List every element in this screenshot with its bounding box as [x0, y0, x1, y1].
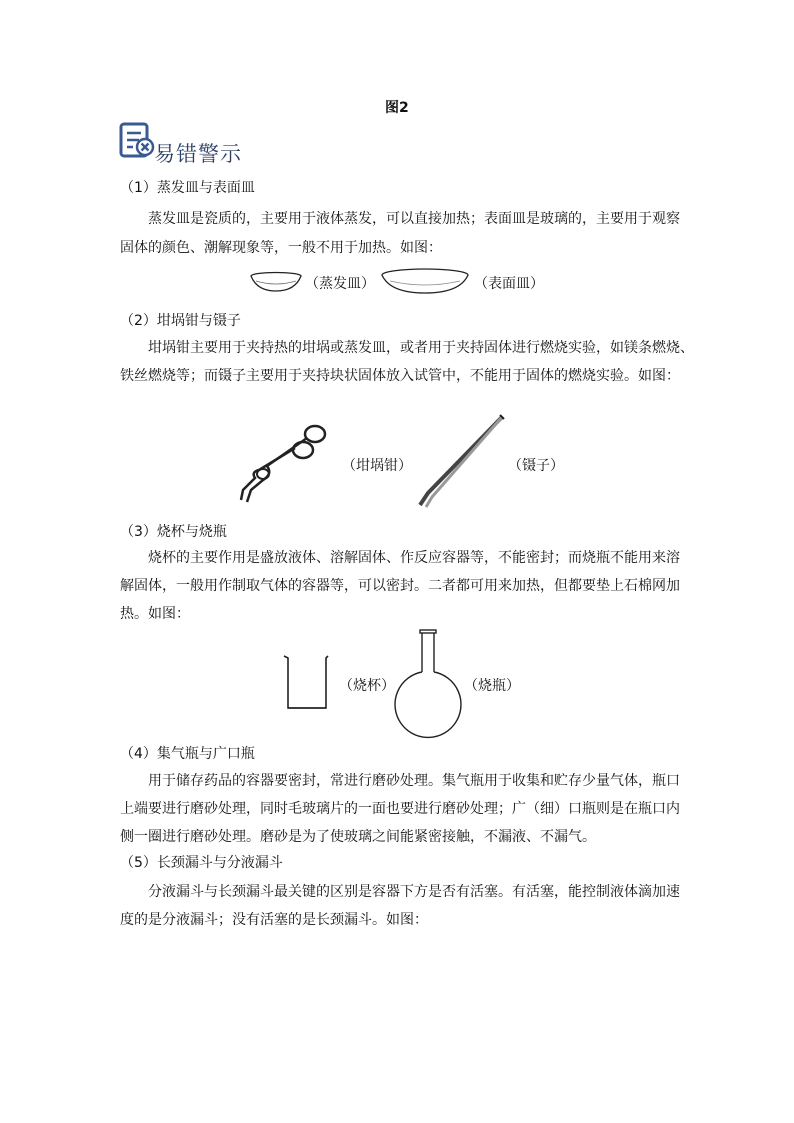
tweezers-label: （镊子） — [508, 458, 564, 474]
tweezers-icon — [414, 413, 506, 509]
section-4-line-1: 用于储存药品的容器要密封，常进行磨砂处理。集气瓶用于收集和贮存少量气体，瓶口 — [148, 773, 680, 789]
heading-title: 易错警示 — [154, 142, 242, 166]
section-4-title: （4）集气瓶与广口瓶 — [120, 746, 255, 762]
section-1-line-2: 固体的颜色、潮解现象等，一般不用于加热。如图： — [120, 240, 442, 256]
beaker-icon — [282, 654, 332, 712]
crucible-tongs-label: （坩埚钳） — [342, 458, 412, 474]
evaporating-dish-icon — [249, 271, 305, 293]
section-5-title: （5）长颈漏斗与分液漏斗 — [120, 855, 283, 871]
watch-glass-icon — [380, 267, 470, 295]
section-2-title: （2）坩埚钳与镊子 — [120, 313, 241, 329]
section-2-line-2: 铁丝燃烧等；而镊子主要用于夹持块状固体放入试管中，不能用于固体的燃烧实验。如图： — [120, 368, 680, 384]
section-3-title: （3）烧杯与烧瓶 — [120, 524, 227, 540]
section-2-line-1: 坩埚钳主要用于夹持热的坩埚或蒸发皿，或者用于夹持固体进行燃烧实验，如镁条燃烧、 — [148, 340, 694, 356]
section-3-line-2: 解固体，一般用作制取气体的容器等，可以密封。二者都可用来加热，但都要垫上石棉网加 — [120, 578, 680, 594]
beaker-label: （烧杯） — [339, 678, 395, 694]
section-1-line-1: 蒸发皿是瓷质的，主要用于液体蒸发，可以直接加热；表面皿是玻璃的，主要用于观察 — [148, 211, 680, 227]
figure-caption: 图2 — [385, 100, 409, 116]
section-5-line-1: 分液漏斗与长颈漏斗最关键的区别是容器下方是否有活塞。有活塞，能控制液体滴加速 — [148, 884, 680, 900]
section-4-line-2: 上端要进行磨砂处理，同时毛玻璃片的一面也要进行磨砂处理；广（细）口瓶则是在瓶口内 — [120, 801, 680, 817]
section-4-line-3: 侧一圈进行磨砂处理。磨砂是为了使玻璃之间能紧密接触，不漏液、不漏气。 — [120, 829, 596, 845]
section-3-line-3: 热。如图： — [120, 606, 190, 622]
section-3-line-1: 烧杯的主要作用是盛放液体、溶解固体、作反应容器等，不能密封；而烧瓶不能用来溶 — [148, 550, 680, 566]
crucible-tongs-icon — [237, 420, 333, 506]
watch-glass-label: （表面皿） — [474, 276, 544, 292]
evaporating-dish-label: （蒸发皿） — [305, 276, 375, 292]
warning-heading — [119, 122, 157, 164]
round-bottom-flask-icon — [394, 628, 466, 736]
section-5-line-2: 度的是分液漏斗；没有活塞的是长颈漏斗。如图： — [120, 912, 428, 928]
round-bottom-flask-label: （烧瓶） — [464, 678, 520, 694]
error-notice-icon — [119, 122, 157, 160]
section-1-title: （1）蒸发皿与表面皿 — [120, 180, 255, 196]
